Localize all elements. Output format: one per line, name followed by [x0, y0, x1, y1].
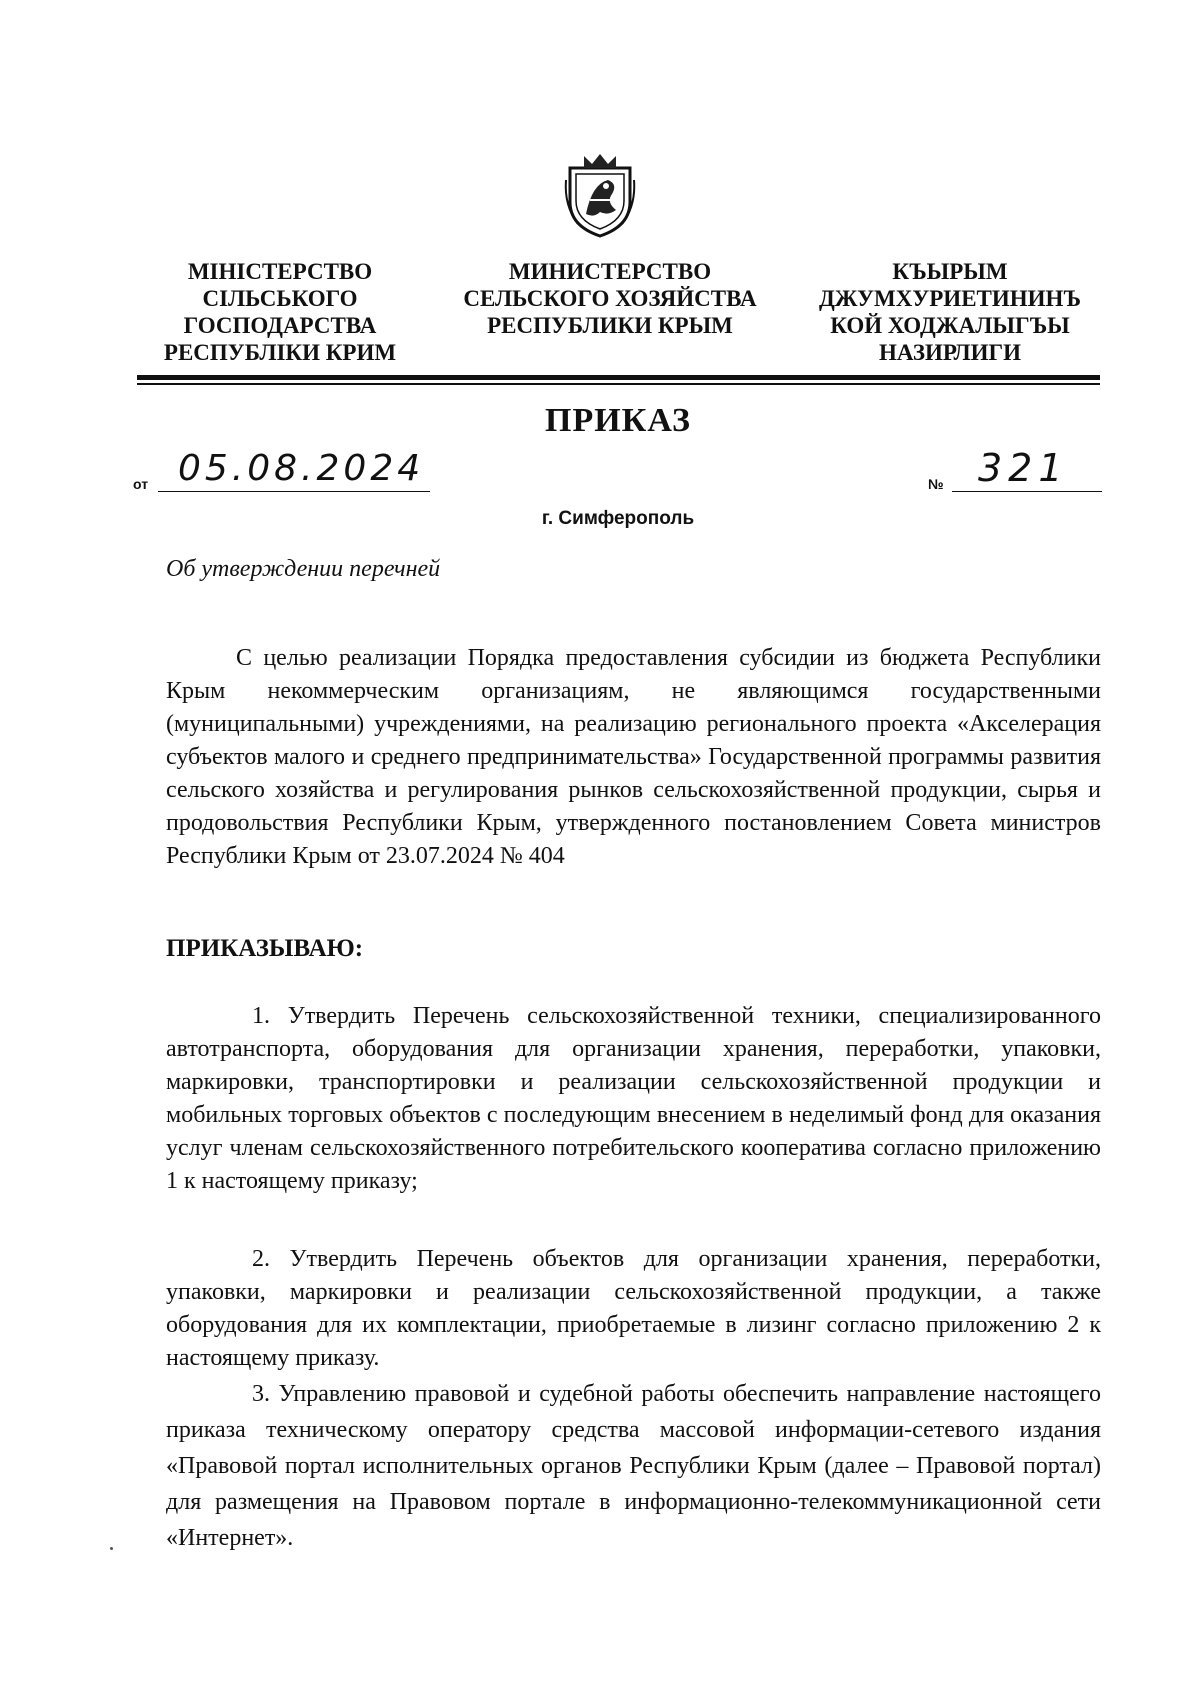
date-underline	[158, 491, 430, 492]
date-label: от	[133, 476, 149, 492]
header-ukrainian: МІНІСТЕРСТВО СІЛЬСЬКОГО ГОСПОДАРСТВА РЕСПУБЛІКИ КРИМ	[163, 259, 397, 365]
date-value-handwritten: 05.08.2024	[178, 448, 425, 489]
scan-speck	[110, 1547, 113, 1550]
number-value-handwritten: 321	[978, 446, 1069, 490]
header-divider-thick	[137, 375, 1100, 380]
order-item-1: 1. Утвердить Перечень сельскохозяйственной техники, специализированного автотранспорта, оборудования для организации хранения, переработки, упаковки, маркировки, транспортировки и реализации сельскохозяйственной продукции и мобильных торговых объектов с последующим внесением в неделимый фонд для оказания услуг членам сельскохозяйственного потребительского кооператива согласно приложению 1 к настоящему приказу;	[166, 1003, 1101, 1194]
city: г. Симферополь	[541, 508, 695, 529]
number-label: №	[928, 476, 944, 492]
header-crimean-tatar: КЪЫРЫМ ДЖУМХУРИЕТИНИНЪ КОЙ ХОДЖАЛЫГЪЫ НАЗИРЛИГИ	[818, 259, 1082, 365]
orders-heading: ПРИКАЗЫВАЮ:	[166, 935, 364, 962]
crimea-coat-of-arms-icon	[562, 150, 638, 238]
number-underline	[952, 491, 1102, 492]
header-russian: МИНИСТЕРСТВО СЕЛЬСКОГО ХОЗЯЙСТВА РЕСПУБЛИКИ КРЫМ	[463, 259, 757, 338]
intro-paragraph: С целью реализации Порядка предоставления субсидии из бюджета Республики Крым некоммерческим организациям, не являющимся государственными (муниципальными) учреждениями, на реализацию регионального проекта «Акселерация субъектов малого и среднего предпринимательства» Государственной программы развития сельского хозяйства и регулирования рынков сельскохозяйственной продукции, сырья и продовольствия Республики Крым, утвержденного постановлением Совета министров Республики Крым от 23.07.2024 № 404	[166, 645, 1101, 869]
order-item-3: 3. Управлению правовой и судебной работы обеспечить направление настоящего приказа техническому оператору средства массовой информации-сетевого издания «Правовой портал исполнительных органов Республики Крым (далее – Правовой портал) для размещения на Правовом портале в информационно-телекоммуникационной сети «Интернет».	[166, 1381, 1101, 1551]
header-divider-thin	[137, 383, 1100, 385]
order-item-2: 2. Утвердить Перечень объектов для организации хранения, переработки, упаковки, маркировки и реализации сельскохозяйственной продукции, а также оборудования для их комплектации, приобретаемые в лизинг согласно приложению 2 к настоящему приказу.	[166, 1246, 1101, 1371]
ministry-header	[130, 258, 1100, 366]
document-subject: Об утверждении перечней	[166, 556, 441, 582]
document-title: ПРИКАЗ	[545, 402, 691, 439]
